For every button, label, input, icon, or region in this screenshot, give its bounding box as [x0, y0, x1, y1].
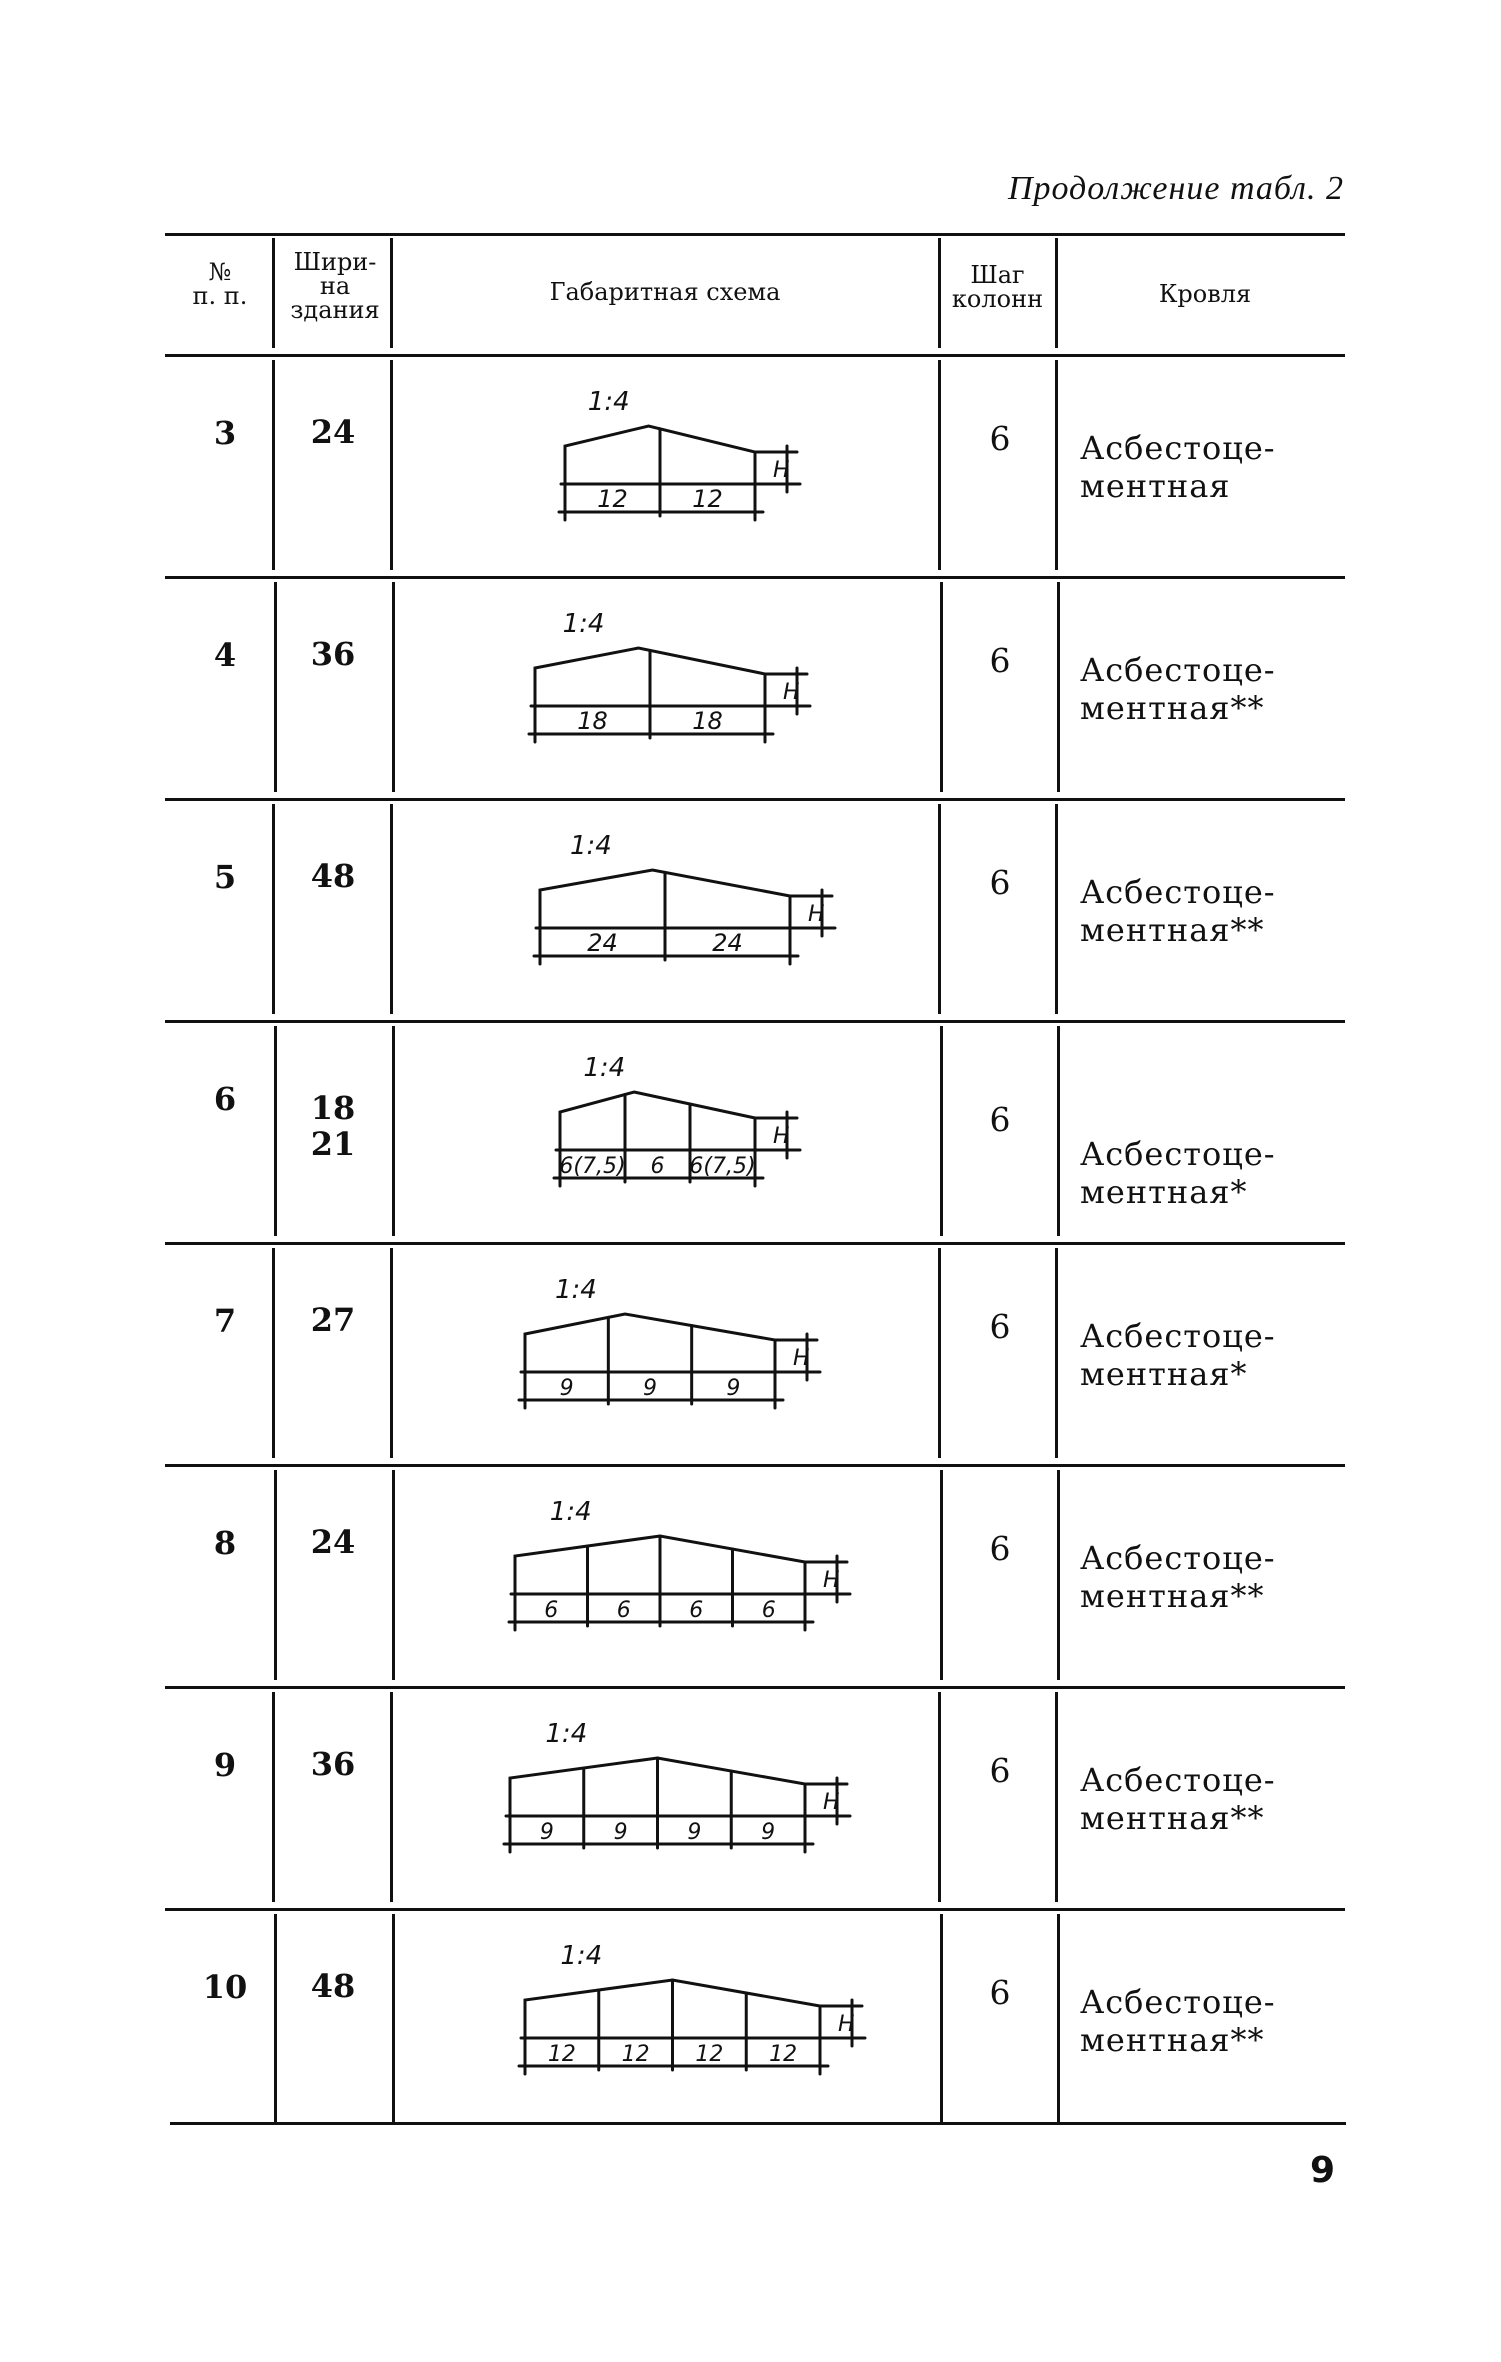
column-divider — [1055, 360, 1058, 570]
row-rule — [165, 1908, 1345, 1911]
building-width-value: 27 — [310, 1301, 356, 1339]
row-number: 6 — [213, 1080, 237, 1118]
span-label: 6(7,5) — [689, 1154, 756, 1179]
row-number: 5 — [213, 858, 237, 896]
roofing-line: ментная** — [1080, 1577, 1265, 1615]
building-width-value: 48 — [310, 1967, 356, 2005]
header-step-line1: Шаг — [970, 261, 1025, 289]
span-label: 9 — [761, 1820, 776, 1845]
row-number: 7 — [213, 1302, 237, 1340]
column-step: 6 — [989, 1529, 1011, 1568]
column-divider — [940, 1914, 943, 2124]
height-label: H — [793, 1346, 810, 1371]
column-divider — [940, 1470, 943, 1680]
building-width — [288, 1746, 378, 1782]
slope-label: 1:4 — [562, 609, 605, 639]
header-num-line2: п. п. — [192, 282, 248, 310]
span-label: 9 — [643, 1376, 657, 1401]
table-top-rule — [165, 233, 1345, 236]
height-label: H — [823, 1568, 840, 1593]
column-divider — [1055, 1248, 1058, 1458]
span-label: 9 — [559, 1376, 574, 1401]
building-width — [288, 858, 378, 894]
row-number: 9 — [213, 1746, 237, 1784]
roofing-line: Асбестоце- — [1080, 429, 1276, 467]
building-width-value: 18 — [310, 1089, 356, 1127]
column-divider — [938, 360, 941, 570]
height-label: H — [773, 1124, 790, 1149]
column-divider — [1057, 1470, 1060, 1680]
span-label: 6 — [544, 1598, 559, 1623]
building-section-scheme — [505, 1938, 910, 2108]
roofing-line: Асбестоце- — [1080, 873, 1276, 911]
column-divider — [1055, 804, 1058, 1014]
building-width — [288, 1302, 378, 1338]
building-section-scheme — [545, 384, 845, 554]
column-divider — [272, 804, 275, 1014]
span-label: 6 — [689, 1598, 704, 1623]
column-divider — [1057, 582, 1060, 792]
roofing-type — [1080, 1317, 1276, 1393]
span-label: 9 — [687, 1820, 702, 1845]
column-divider — [390, 804, 393, 1014]
roofing-line: Асбестоце- — [1080, 651, 1276, 689]
roofing-type — [1080, 1761, 1276, 1837]
header-divider-2 — [390, 238, 393, 348]
building-width — [288, 636, 378, 672]
row-rule — [165, 1020, 1345, 1023]
span-label: 12 — [692, 485, 723, 513]
span-label: 6 — [616, 1598, 631, 1623]
header-num — [160, 260, 280, 308]
roofing-line: Асбестоце- — [1080, 1983, 1276, 2021]
column-divider — [938, 804, 941, 1014]
roofing-line: ментная** — [1080, 2021, 1265, 2059]
roofing-line: Асбестоце- — [1080, 1539, 1276, 1577]
roofing-line: ментная* — [1080, 1173, 1248, 1211]
span-label: 9 — [726, 1376, 741, 1401]
height-label: H — [783, 680, 800, 705]
column-divider — [392, 1026, 395, 1236]
height-label: H — [823, 1790, 840, 1815]
roofing-line: ментная** — [1080, 1799, 1265, 1837]
column-divider — [940, 1026, 943, 1236]
slope-label: 1:4 — [583, 1053, 626, 1083]
span-label: 18 — [692, 707, 723, 735]
span-label: 12 — [621, 2042, 650, 2067]
column-step: 6 — [989, 1973, 1011, 2012]
column-divider — [938, 1248, 941, 1458]
span-label: 12 — [695, 2042, 724, 2067]
column-divider — [1057, 1026, 1060, 1236]
roofing-line: Асбестоце- — [1080, 1135, 1276, 1173]
roofing-line: Асбестоце- — [1080, 1761, 1276, 1799]
span-label: 6 — [761, 1598, 776, 1623]
header-divider-4 — [1055, 238, 1058, 348]
roofing-line: Асбестоце- — [1080, 1317, 1276, 1355]
row-rule — [165, 1242, 1345, 1245]
header-width-line1: Шири- — [293, 248, 377, 276]
header-divider-1 — [272, 238, 275, 348]
header-width — [280, 250, 390, 322]
column-divider — [272, 360, 275, 570]
height-label: H — [838, 2012, 855, 2037]
header-num-line1: № — [208, 258, 232, 286]
span-label: 12 — [547, 2042, 576, 2067]
table-bottom-rule — [170, 2122, 1346, 2125]
building-section-scheme — [515, 606, 855, 776]
roofing-type — [1080, 651, 1276, 727]
row-number: 4 — [213, 636, 237, 674]
span-label: 6 — [650, 1154, 665, 1179]
span-label: 6(7,5) — [559, 1154, 626, 1179]
slope-label: 1:4 — [549, 1497, 592, 1527]
roof-outline — [525, 1314, 775, 1372]
height-label: H — [773, 458, 790, 483]
column-divider — [392, 1914, 395, 2124]
header-step — [940, 263, 1055, 311]
roofing-type — [1080, 429, 1276, 505]
building-width — [288, 1968, 378, 2004]
column-divider — [274, 1470, 277, 1680]
row-number: 10 — [202, 1968, 248, 2006]
roofing-line: ментная* — [1080, 1355, 1248, 1393]
slope-label: 1:4 — [555, 1275, 597, 1305]
roofing-line: ментная — [1080, 467, 1231, 505]
building-width-value: 48 — [310, 857, 356, 895]
row-rule — [165, 354, 1345, 357]
span-label: 9 — [539, 1820, 554, 1845]
building-width-value: 36 — [310, 635, 356, 673]
column-divider — [274, 582, 277, 792]
building-width-value: 24 — [310, 413, 356, 451]
column-divider — [392, 582, 395, 792]
building-width-value: 21 — [310, 1125, 356, 1163]
slope-label: 1:4 — [545, 1719, 588, 1749]
roofing-type — [1080, 1135, 1276, 1211]
span-label: 12 — [769, 2042, 798, 2067]
column-step: 6 — [989, 641, 1011, 680]
row-rule — [165, 798, 1345, 801]
header-divider-3 — [938, 238, 941, 348]
column-divider — [274, 1026, 277, 1236]
span-label: 18 — [577, 707, 608, 735]
height-label: H — [808, 902, 825, 927]
span-label: 24 — [587, 929, 618, 957]
column-step: 6 — [989, 1307, 1011, 1346]
column-divider — [274, 1914, 277, 2124]
roofing-line: ментная** — [1080, 689, 1265, 727]
table-caption: Продолжение табл. 2 — [1007, 170, 1344, 207]
building-section-scheme — [490, 1716, 895, 1886]
building-section-scheme — [495, 1494, 895, 1664]
slope-label: 1:4 — [587, 387, 630, 417]
column-step: 6 — [989, 1100, 1011, 1139]
column-divider — [392, 1470, 395, 1680]
building-section-scheme — [540, 1050, 845, 1220]
row-rule — [165, 1464, 1345, 1467]
row-rule — [165, 576, 1345, 579]
column-step: 6 — [989, 419, 1011, 458]
roofing-line: ментная** — [1080, 911, 1265, 949]
building-section-scheme — [505, 1272, 865, 1442]
header-scheme: Габаритная схема — [549, 278, 781, 306]
roofing-type — [1080, 1539, 1276, 1615]
row-number: 8 — [213, 1524, 237, 1562]
building-width — [288, 1524, 378, 1560]
building-width-value: 36 — [310, 1745, 356, 1783]
column-divider — [938, 1692, 941, 1902]
column-divider — [390, 1692, 393, 1902]
header-width-line2: на — [319, 272, 351, 300]
building-width — [288, 1090, 378, 1162]
column-divider — [1055, 1692, 1058, 1902]
row-rule — [165, 1686, 1345, 1689]
column-divider — [272, 1692, 275, 1902]
building-width-value: 24 — [310, 1523, 356, 1561]
span-label: 24 — [712, 929, 743, 957]
roofing-type — [1080, 1983, 1276, 2059]
header-step-line2: колонн — [951, 285, 1044, 313]
roofing-type — [1080, 873, 1276, 949]
roof-outline — [560, 1092, 755, 1150]
building-section-scheme — [520, 828, 880, 998]
slope-label: 1:4 — [570, 831, 612, 861]
span-label: 12 — [597, 485, 628, 513]
header-width-line3: здания — [290, 296, 380, 324]
page-number: 9 — [1310, 2150, 1336, 2191]
column-divider — [390, 360, 393, 570]
column-step: 6 — [989, 1751, 1011, 1790]
column-divider — [1057, 1914, 1060, 2124]
column-step: 6 — [989, 863, 1011, 902]
span-label: 9 — [613, 1820, 628, 1845]
column-divider — [940, 582, 943, 792]
header-roof: Кровля — [1158, 280, 1252, 308]
building-width — [288, 414, 378, 450]
row-number: 3 — [213, 414, 237, 452]
column-divider — [390, 1248, 393, 1458]
column-divider — [272, 1248, 275, 1458]
slope-label: 1:4 — [560, 1941, 603, 1971]
